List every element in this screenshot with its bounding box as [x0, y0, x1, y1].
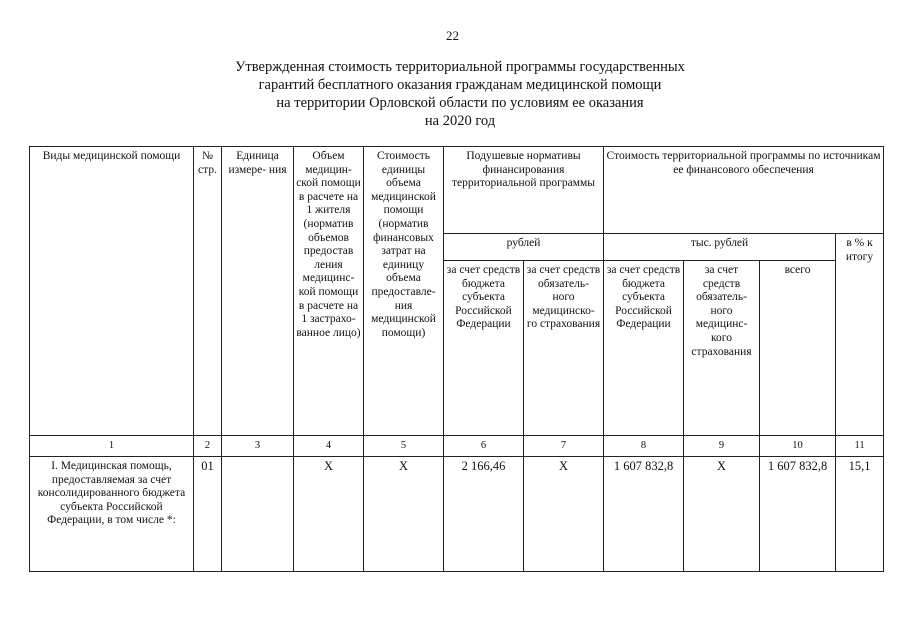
column-number: 5 — [364, 436, 444, 457]
header-percent-total: в % к итогу — [836, 234, 884, 436]
row-per-capita-oms: Х — [524, 457, 604, 572]
column-number: 1 — [30, 436, 194, 457]
row-cost-total: 1 607 832,8 — [760, 457, 836, 572]
column-number: 2 — [194, 436, 222, 457]
header-cost-total: всего — [760, 261, 836, 436]
header-unit-cost: Стоимость единицы объема медицинской помощи (норматив финансовых затрат на единицу объема предоставле- ния медицинской помощи) — [364, 147, 444, 436]
row-unit — [222, 457, 294, 572]
title-line-2: гарантий бесплатного оказания гражданам медицинской помощи — [258, 77, 662, 93]
header-per-capita-group: Подушевые нормативы финансирования территориальной программы — [444, 147, 604, 234]
page-number: 22 — [446, 28, 459, 43]
column-number-row — [30, 436, 884, 457]
title-line-4: на 2020 год — [424, 113, 496, 129]
header-cost-budget: за счет средств бюджета субъекта Российской Федерации — [604, 261, 684, 436]
title-line-1: Утвержденная стоимость территориальной программы государственных — [235, 59, 685, 75]
column-number: 7 — [524, 436, 604, 457]
row-volume: Х — [294, 457, 364, 572]
header-care-types: Виды медицинской помощи — [30, 147, 194, 436]
table-row — [30, 457, 884, 572]
header-volume: Объем медицин- ской помощи в расчете на 1 жителя (норматив объемов предостав ления медицинс- кой помощи в расчете на 1 застрахо- ванное лицо) — [294, 147, 364, 436]
header-per-capita-budget: за счет средств бюджета субъекта Российской Федерации — [444, 261, 524, 436]
header-per-capita-oms: за счет средств обязатель- ного медицинско- го страхования — [524, 261, 604, 436]
column-number: 11 — [836, 436, 884, 457]
row-unit-cost: Х — [364, 457, 444, 572]
title-line-3: на территории Орловской области по условиям ее оказания — [276, 95, 644, 111]
header-line-number: № стр. — [194, 147, 222, 436]
row-percent: 15,1 — [836, 457, 884, 572]
header-rubles: рублей — [444, 234, 604, 261]
program-cost-table — [29, 146, 884, 572]
row-line-number: 01 — [194, 457, 222, 572]
column-number: 8 — [604, 436, 684, 457]
row-cost-oms: Х — [684, 457, 760, 572]
column-number: 9 — [684, 436, 760, 457]
row-care-type: I. Медицинская помощь, предоставляемая за счет консолидированного бюджета субъекта Российской Федерации, в том числе *: — [30, 457, 194, 572]
column-number: 6 — [444, 436, 524, 457]
header-thousand-rubles: тыс. рублей — [604, 234, 836, 261]
header-cost-oms: за счет средств обязатель- ного медицинс- кого страхования — [684, 261, 760, 436]
row-per-capita-budget: 2 166,46 — [444, 457, 524, 572]
column-number: 10 — [760, 436, 836, 457]
row-cost-budget: 1 607 832,8 — [604, 457, 684, 572]
column-number: 4 — [294, 436, 364, 457]
header-unit: Единица измере- ния — [222, 147, 294, 436]
header-cost-group: Стоимость территориальной программы по источникам ее финансового обеспечения — [604, 147, 884, 234]
column-number: 3 — [222, 436, 294, 457]
document-title — [150, 58, 770, 130]
